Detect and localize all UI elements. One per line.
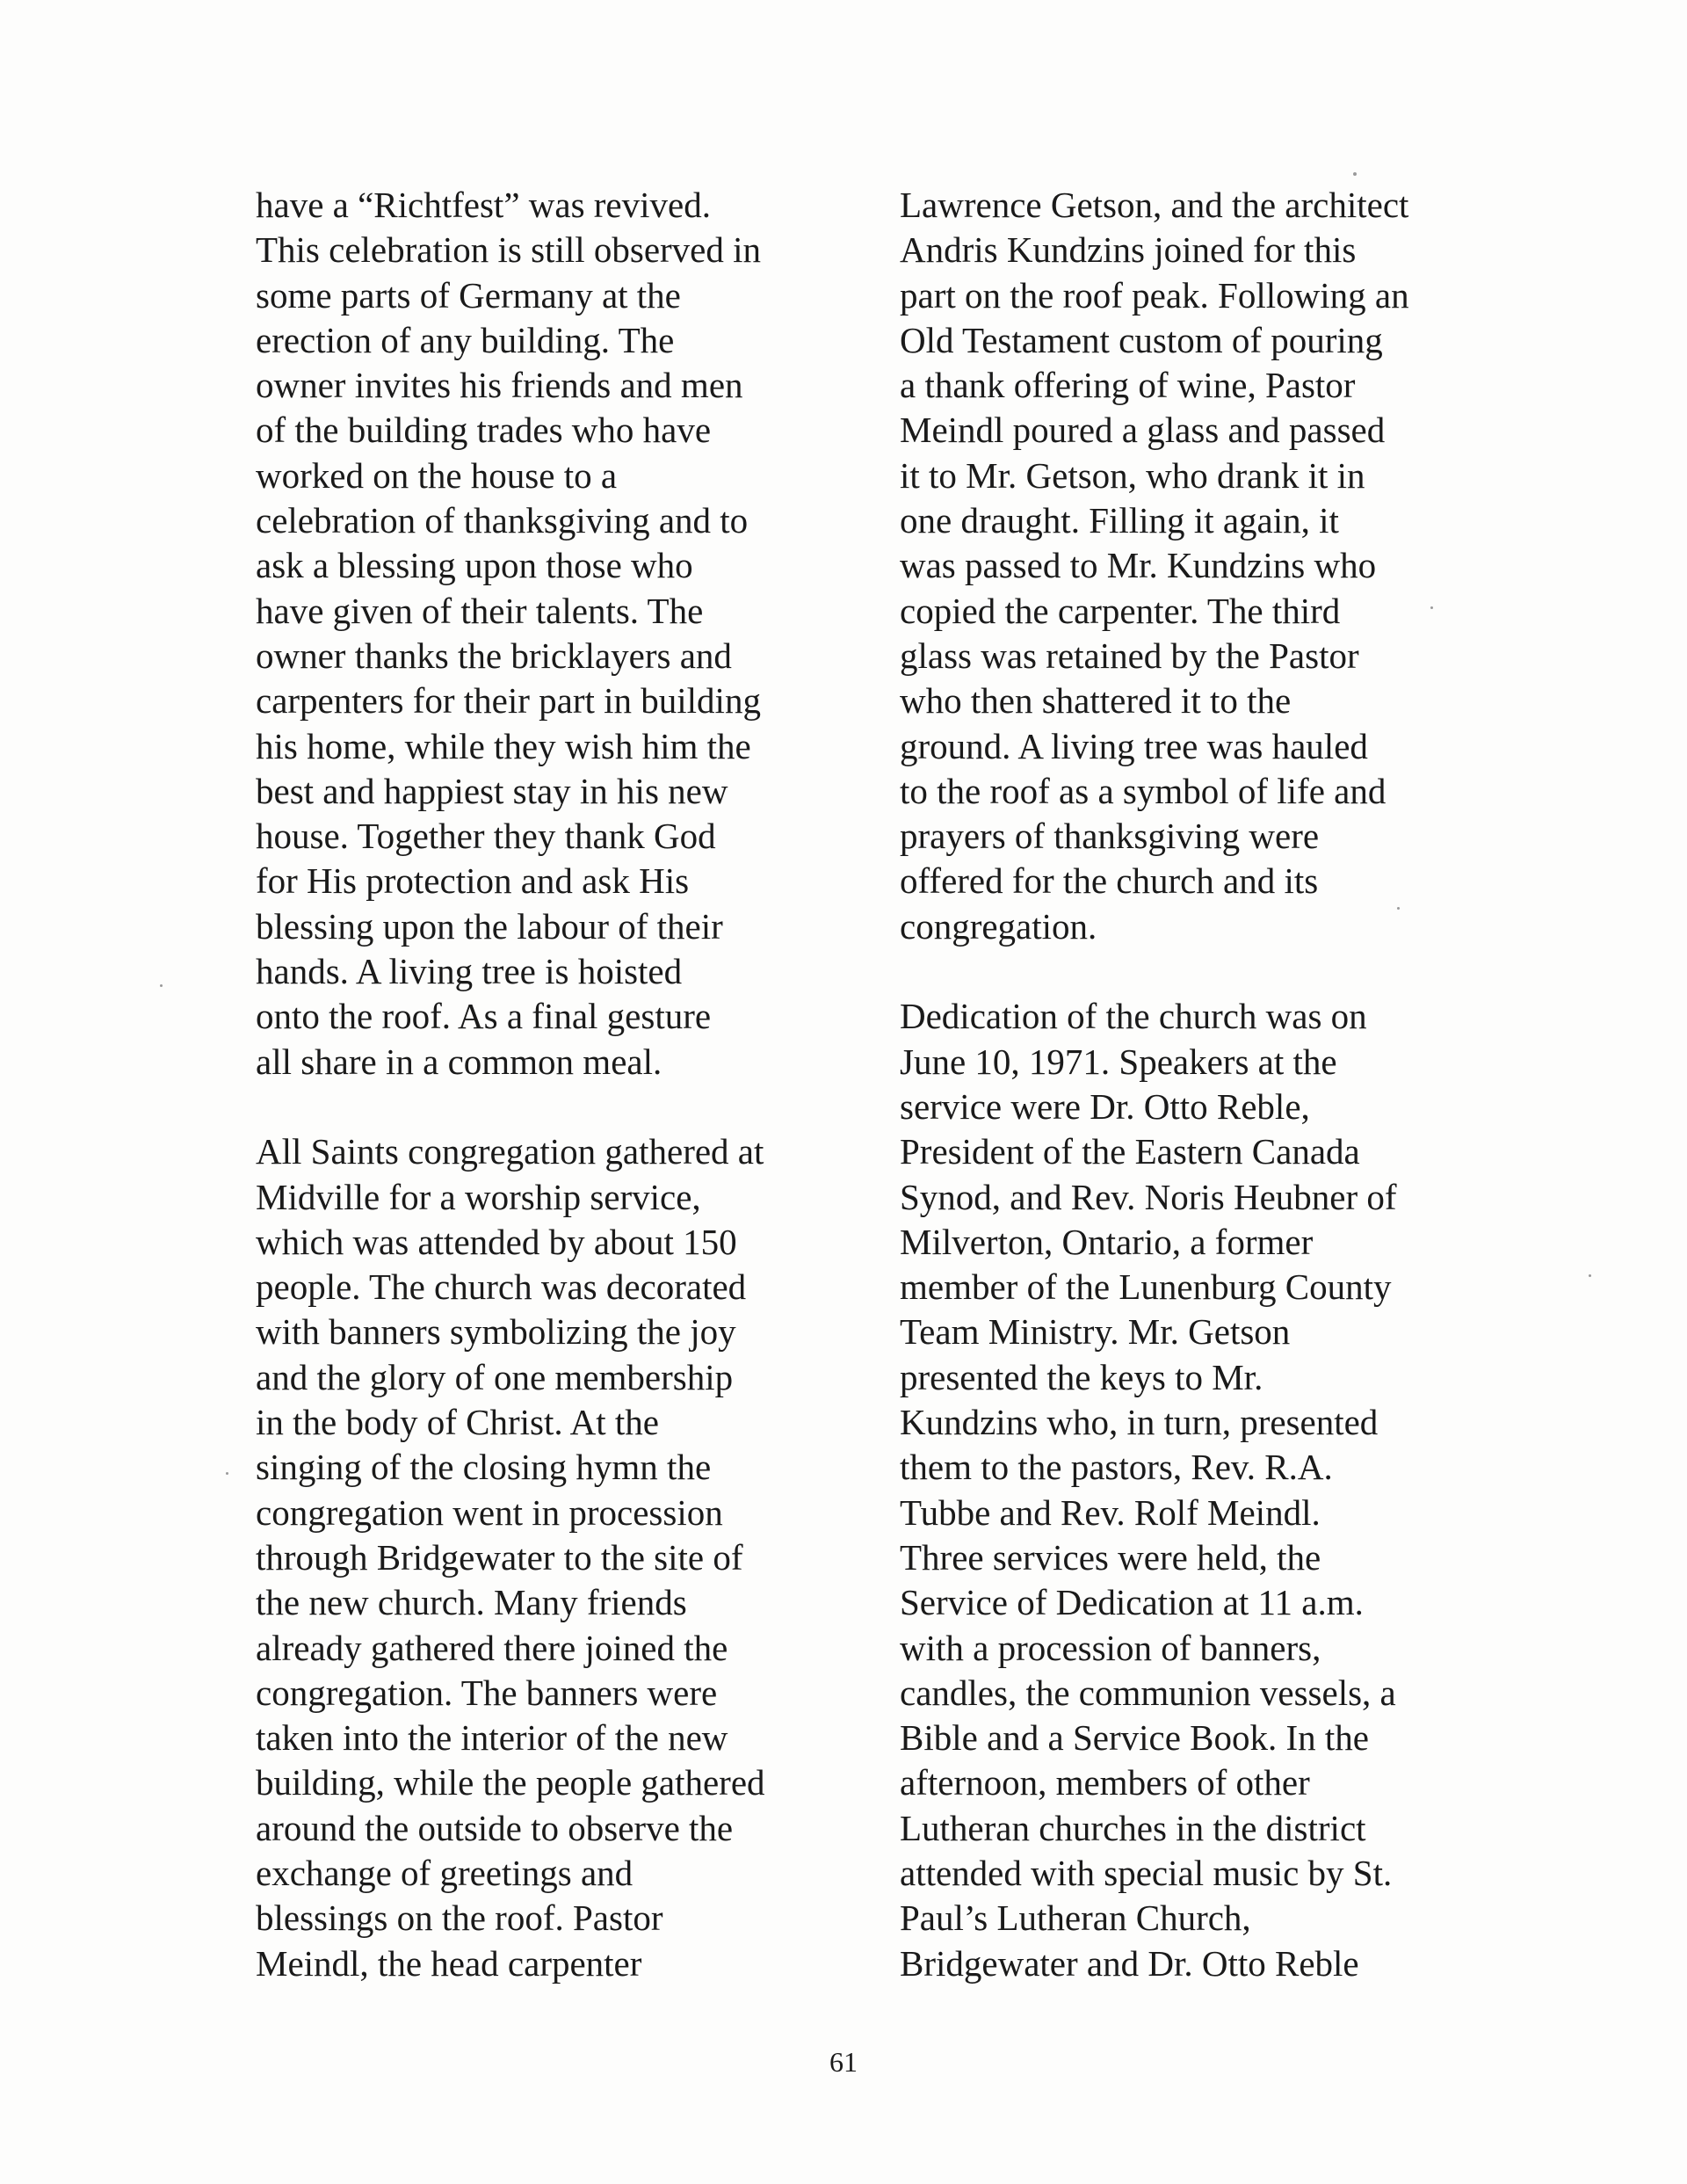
text-line: glass was retained by the Pastor — [900, 635, 1359, 676]
text-line: Tubbe and Rev. Rolf Meindl. — [900, 1491, 1321, 1533]
paragraph-gap — [256, 1085, 853, 1129]
text-line: congregation went in procession — [256, 1491, 723, 1533]
scan-speck — [160, 984, 163, 987]
text-line: ground. A living tree was hauled — [900, 725, 1368, 766]
text-line: which was attended by about 150 — [256, 1221, 737, 1262]
text-line: carpenters for their part in building — [256, 680, 761, 722]
text-line: afternoon, members of other — [900, 1762, 1310, 1803]
scan-speck — [1397, 907, 1400, 910]
text-line: to the roof as a symbol of life and — [900, 770, 1387, 811]
text-line: owner thanks the bricklayers and — [256, 635, 732, 676]
text-line: some parts of Germany at the — [256, 274, 681, 316]
text-line: President of the Eastern Canada — [900, 1131, 1360, 1172]
text-line: Kundzins who, in turn, presented — [900, 1402, 1379, 1443]
text-line: June 10, 1971. Speakers at the — [900, 1041, 1337, 1082]
text-line: erection of any building. The — [256, 319, 675, 360]
text-line: the new church. Many friends — [256, 1582, 687, 1623]
text-line: Lutheran churches in the district — [900, 1807, 1366, 1848]
text-line: onto the roof. As a final gesture — [256, 996, 712, 1037]
text-line: Lawrence Getson, and the architect — [900, 185, 1409, 225]
scan-speck — [1589, 1274, 1591, 1277]
text-line: Bible and a Service Book. In the — [900, 1717, 1370, 1759]
text-line: of the building trades who have — [256, 410, 712, 451]
text-line: prayers of thanksgiving were — [900, 816, 1320, 857]
text-line: worked on the house to a — [256, 454, 618, 496]
text-line: candles, the communion vessels, a — [900, 1672, 1396, 1713]
text-line: service were Dr. Otto Reble, — [900, 1085, 1310, 1127]
text-line: exchange of greetings and — [256, 1852, 634, 1893]
text-line: singing of the closing hymn the — [256, 1447, 712, 1488]
text-line: presented the keys to Mr. — [900, 1356, 1263, 1397]
paragraph — [256, 183, 853, 1085]
text-line: one draught. Filling it again, it — [900, 500, 1339, 541]
text-line: part on the roof peak. Following an — [900, 274, 1409, 316]
text-line: ask a blessing upon those who — [256, 545, 693, 586]
left-column — [256, 183, 853, 1986]
text-line: owner invites his friends and men — [256, 365, 743, 406]
text-line: celebration of thanksgiving and to — [256, 500, 749, 541]
text-line: was passed to Mr. Kundzins who — [900, 545, 1377, 586]
paragraph — [256, 1129, 853, 1986]
text-line: a thank offering of wine, Pastor — [900, 365, 1356, 406]
text-line: for His protection and ask His — [256, 860, 690, 902]
text-line: have given of their talents. The — [256, 590, 704, 631]
text-line: All Saints congregation gathered at — [256, 1131, 764, 1172]
paragraph — [900, 994, 1497, 1986]
text-line: blessing upon the labour of their — [256, 905, 723, 947]
paragraph — [900, 183, 1497, 949]
text-line: Team Ministry. Mr. Getson — [900, 1311, 1291, 1353]
text-line: in the body of Christ. At the — [256, 1402, 659, 1443]
text-line: with a procession of banners, — [900, 1627, 1321, 1668]
text-line: around the outside to observe the — [256, 1807, 734, 1848]
text-line: This celebration is still observed in — [256, 229, 762, 271]
text-line: Bridgewater and Dr. Otto Reble — [900, 1942, 1359, 1984]
page-number: 61 — [829, 2046, 858, 2078]
text-line: best and happiest stay in his new — [256, 770, 728, 811]
text-line: Midville for a worship service, — [256, 1176, 701, 1217]
right-column — [900, 183, 1497, 1986]
text-line: who then shattered it to the — [900, 680, 1292, 722]
text-line: it to Mr. Getson, who drank it in — [900, 454, 1365, 496]
text-line: Meindl, the head carpenter — [256, 1942, 642, 1984]
text-line: Three services were held, the — [900, 1536, 1321, 1578]
text-line: building, while the people gathered — [256, 1762, 765, 1803]
text-line: and the glory of one membership — [256, 1356, 734, 1397]
text-line: Milverton, Ontario, a former — [900, 1221, 1314, 1262]
text-line: people. The church was decorated — [256, 1266, 747, 1308]
text-line: hands. A living tree is hoisted — [256, 951, 683, 992]
text-line: blessings on the roof. Pastor — [256, 1897, 663, 1939]
text-line: have a “Richtfest” was revived. — [256, 185, 711, 225]
text-line: Paul’s Lutheran Church, — [900, 1897, 1251, 1939]
paragraph-gap — [900, 949, 1497, 994]
text-line: offered for the church and its — [900, 860, 1319, 902]
text-line: Old Testament custom of pouring — [900, 319, 1383, 360]
text-line: taken into the interior of the new — [256, 1717, 728, 1759]
text-line: congregation. The banners were — [256, 1672, 718, 1713]
text-line: already gathered there joined the — [256, 1627, 728, 1668]
text-line: copied the carpenter. The third — [900, 590, 1341, 631]
text-line: Service of Dedication at 11 a.m. — [900, 1582, 1364, 1623]
text-line: with banners symbolizing the joy — [256, 1311, 736, 1353]
scan-speck — [226, 1472, 228, 1475]
text-line: his home, while they wish him the — [256, 725, 751, 766]
text-line: them to the pastors, Rev. R.A. — [900, 1447, 1333, 1488]
text-line: through Bridgewater to the site of — [256, 1536, 743, 1578]
text-line: member of the Lunenburg County — [900, 1266, 1392, 1308]
text-line: attended with special music by St. — [900, 1852, 1393, 1893]
scan-speck — [1353, 172, 1357, 176]
text-line: Andris Kundzins joined for this — [900, 229, 1357, 271]
text-line: Dedication of the church was on — [900, 996, 1367, 1037]
text-line: congregation. — [900, 905, 1097, 947]
text-line: Synod, and Rev. Noris Heubner of — [900, 1176, 1397, 1217]
text-line: house. Together they thank God — [256, 816, 716, 857]
text-line: Meindl poured a glass and passed — [900, 410, 1386, 451]
scan-speck — [1430, 606, 1433, 609]
text-line: all share in a common meal. — [256, 1041, 662, 1082]
